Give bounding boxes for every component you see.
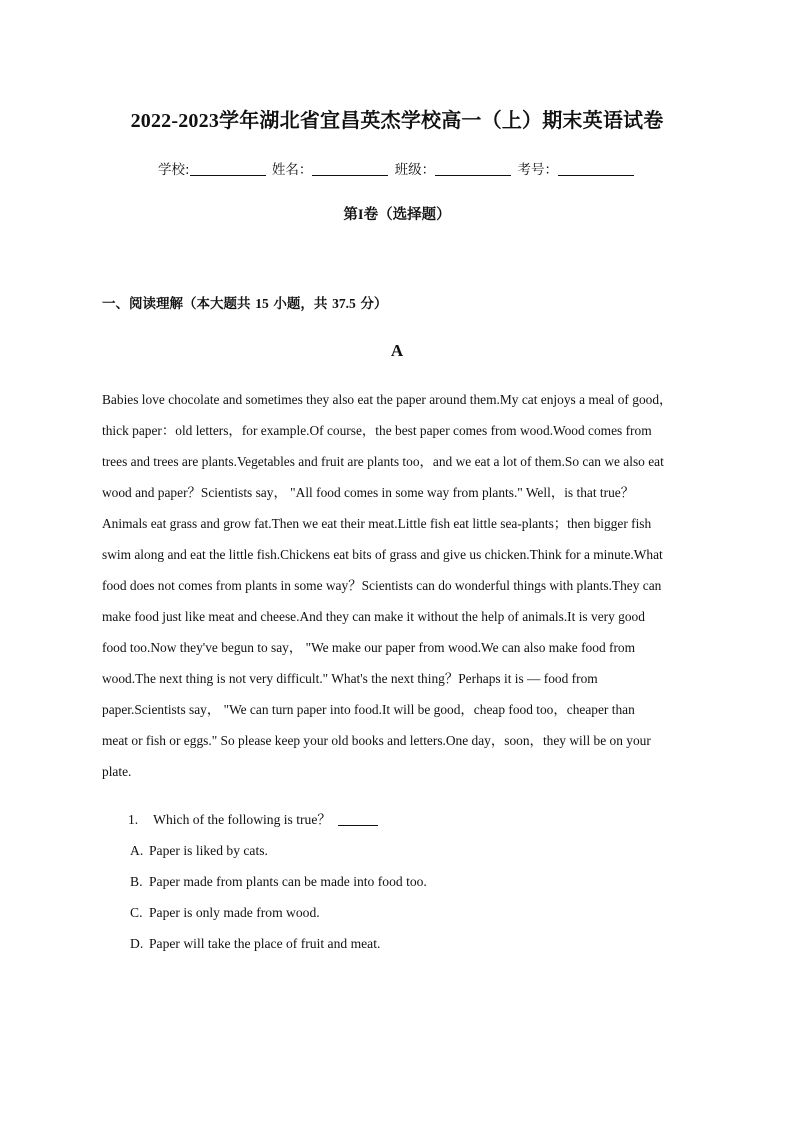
name-blank[interactable]	[312, 163, 388, 176]
passage-line: make food just like meat and cheese.And they can make it without the help of animals.It is very good	[102, 609, 645, 624]
volume-title: 第I卷（选择题）	[343, 207, 451, 223]
option-text: Paper is liked by cats.	[149, 843, 268, 858]
passage-line: plate.	[102, 764, 132, 779]
section-title-suffix: 分）	[360, 296, 388, 312]
option-text: Paper made from plants can be made into food too.	[149, 874, 427, 889]
passage-line: Animals eat grass and grow fat.Then we eat their meat.Little fish eat little sea-plants；then bigger fish	[102, 516, 652, 531]
passage-line: meat or fish or eggs." So please keep your old books and letters.One day，soon，they will be on your	[102, 733, 651, 748]
section-title	[102, 292, 387, 312]
passage-line: paper.Scientists say， "We can turn paper into food.It will be good，cheap food too，cheaper than	[102, 702, 635, 717]
exam-number-label: 考号：	[517, 162, 558, 178]
passage-line: food does not comes from plants in some way？Scientists can do wonderful things with plants.They can	[102, 578, 662, 593]
exam-title: 2022-2023学年湖北省宜昌英杰学校高一（上）期末英语试卷	[130, 110, 664, 132]
question-number: 1.	[128, 812, 139, 827]
passage-line: wood.The next thing is not very difficult." What's the next thing？Perhaps it is — food from	[102, 671, 598, 686]
passage-line: swim along and eat the little fish.Chickens eat bits of grass and give us chicken.Think for a minute.What	[102, 547, 663, 562]
passage-text	[102, 387, 702, 790]
question-1	[128, 808, 378, 828]
question-text: Which of the following is true？	[153, 812, 331, 827]
student-info-line	[0, 158, 794, 178]
option-letter: D.	[130, 936, 144, 951]
option-text: Paper will take the place of fruit and meat.	[149, 936, 381, 951]
option-letter: C.	[130, 905, 143, 920]
school-label: 学校:	[158, 162, 190, 178]
option-b[interactable]	[130, 870, 427, 901]
name-label: 姓名：	[271, 162, 313, 178]
passage-line: food too.Now they've begun to say， "We make our paper from wood.We can also make food from	[102, 640, 636, 655]
option-letter: B.	[130, 874, 143, 889]
passage-letter: A	[390, 341, 404, 360]
option-c[interactable]	[130, 901, 427, 932]
passage-line: thick paper：old letters，for example.Of course，the best paper comes from wood.Wood comes from	[102, 423, 652, 438]
option-a[interactable]	[130, 839, 427, 870]
passage-line: trees and trees are plants.Vegetables and fruit are plants too，and we eat a lot of them.So can we also eat	[102, 454, 664, 469]
section-title-prefix: 一、阅读理解（本大题共	[102, 296, 251, 312]
option-text: Paper is only made from wood.	[149, 905, 320, 920]
option-d[interactable]	[130, 932, 427, 963]
section-question-count: 15	[255, 296, 269, 311]
school-blank[interactable]	[190, 163, 266, 176]
passage-line: wood and paper？Scientists say， "All food comes in some way from plants." Well，is that true？	[102, 485, 635, 500]
section-title-middle: 小题，共	[273, 296, 328, 312]
class-label: 班级：	[394, 162, 436, 178]
answer-options	[130, 839, 427, 963]
option-letter: A.	[130, 843, 144, 858]
class-blank[interactable]	[435, 163, 511, 176]
exam-number-blank[interactable]	[558, 163, 634, 176]
answer-blank[interactable]	[338, 813, 378, 826]
passage-line: Babies love chocolate and sometimes they also eat the paper around them.My cat enjoys a meal of good，	[102, 392, 673, 407]
section-score: 37.5	[332, 296, 356, 311]
